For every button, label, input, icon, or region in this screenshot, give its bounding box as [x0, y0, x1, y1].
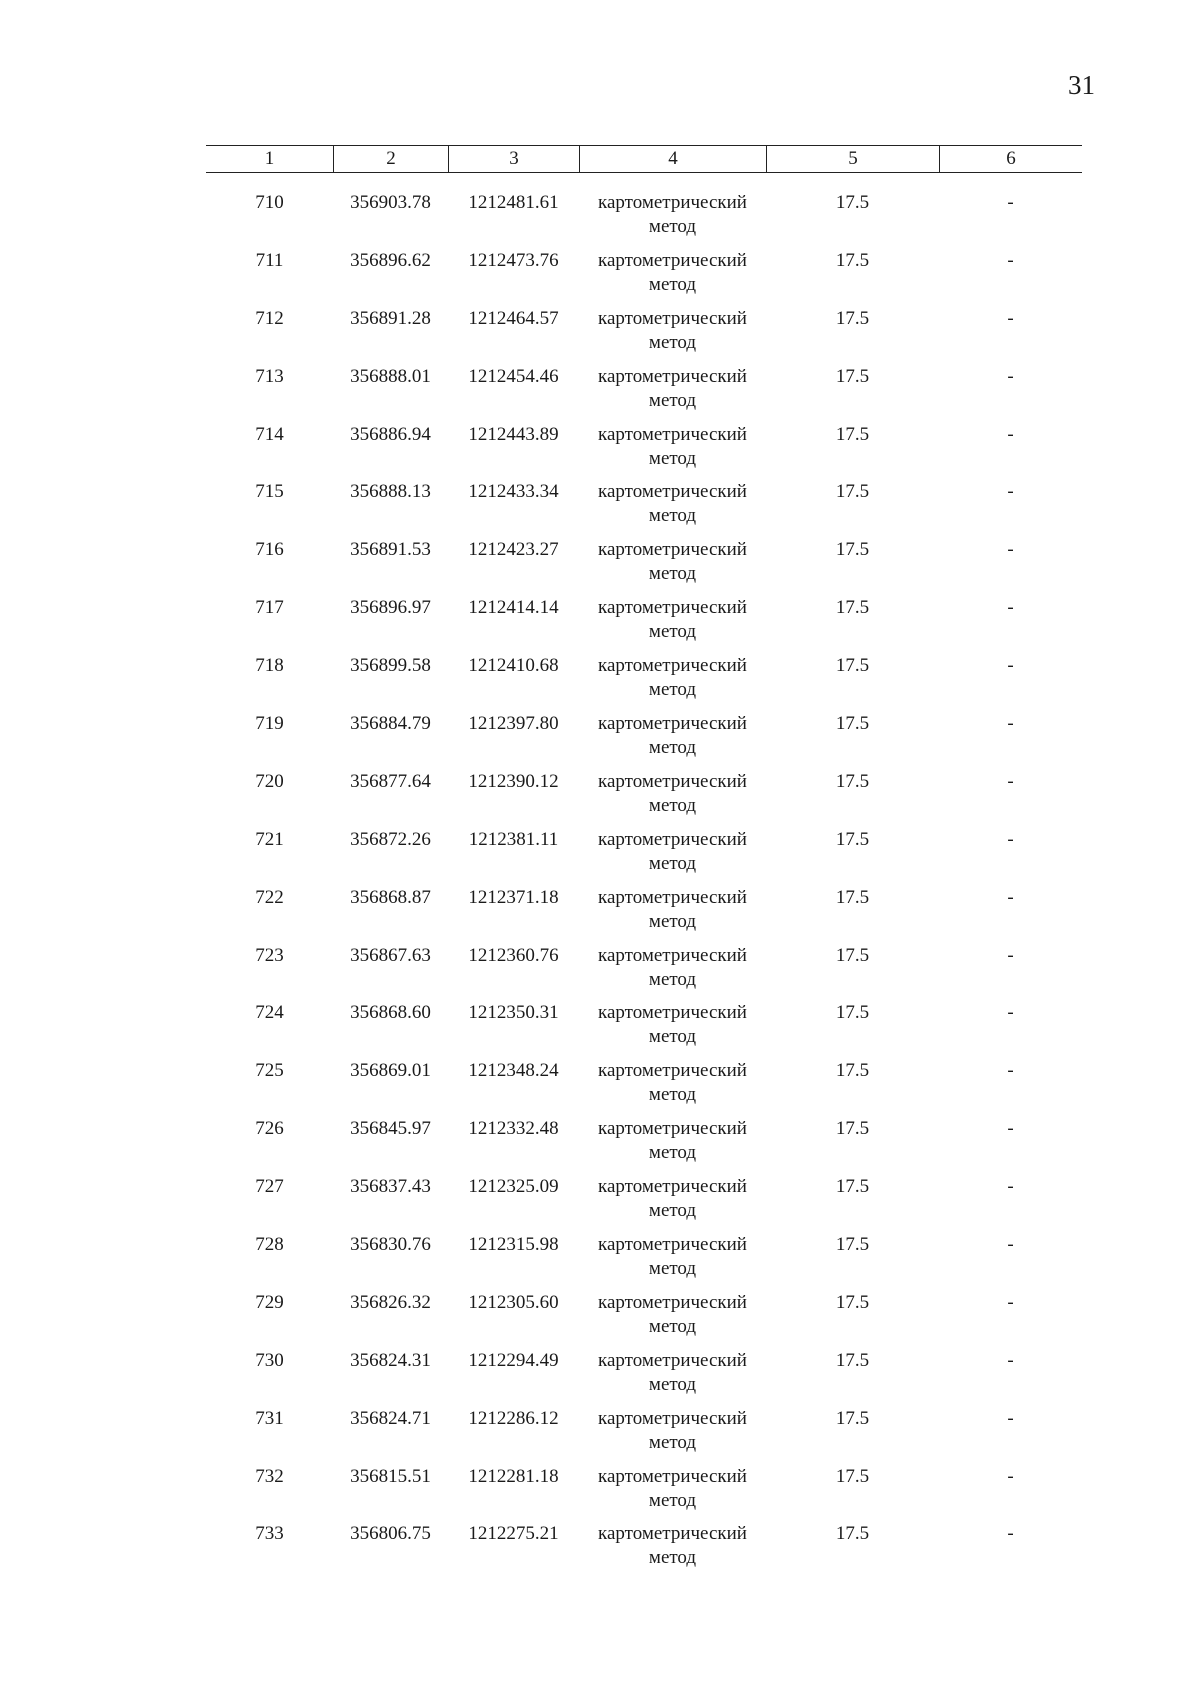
- point-number-cell: 732: [255, 1465, 284, 1487]
- method-cell: картометрический метод: [598, 944, 747, 990]
- table-row: [206, 1522, 1082, 1580]
- table-row: [206, 423, 1082, 481]
- accuracy-cell: 17.5: [835, 1291, 870, 1313]
- accuracy-cell: 17.5: [835, 713, 870, 735]
- table-row: [206, 365, 1082, 423]
- accuracy-cell: 17.5: [835, 655, 870, 677]
- description-cell: -: [1007, 655, 1014, 677]
- method-cell: картометрический метод: [598, 192, 747, 237]
- accuracy-cell: 17.5: [835, 1060, 870, 1082]
- point-number-cell: 730: [255, 1349, 284, 1371]
- point-number-cell: 731: [255, 1407, 284, 1429]
- y-coordinate-cell: 1212348.24: [468, 1060, 559, 1082]
- accuracy-cell: 17.5: [835, 828, 870, 850]
- description-cell: -: [1007, 1349, 1014, 1371]
- accuracy-cell: 17.5: [835, 1234, 870, 1256]
- y-coordinate-cell: 1212315.98: [468, 1234, 559, 1256]
- table-row: [206, 596, 1082, 654]
- y-coordinate-cell: 1212423.27: [468, 539, 559, 561]
- accuracy-cell: 17.5: [835, 1523, 870, 1545]
- table-row: [206, 828, 1082, 886]
- table-row: [206, 191, 1082, 249]
- table-row: [206, 1233, 1082, 1291]
- point-number-cell: 710: [255, 192, 284, 213]
- description-cell: -: [1007, 365, 1014, 387]
- accuracy-cell: 17.5: [835, 481, 870, 503]
- x-coordinate-cell: 356884.79: [350, 713, 431, 735]
- y-coordinate-cell: 1212473.76: [468, 249, 559, 271]
- point-number-cell: 718: [255, 655, 284, 677]
- method-cell: картометрический метод: [598, 1465, 747, 1511]
- x-coordinate-cell: 356869.01: [350, 1060, 431, 1082]
- x-coordinate-cell: 356891.53: [350, 539, 431, 561]
- table-body: [206, 173, 1082, 1580]
- x-coordinate-cell: 356896.97: [350, 597, 431, 619]
- x-coordinate-cell: 356903.78: [350, 192, 431, 213]
- method-cell: картометрический метод: [598, 365, 747, 411]
- x-coordinate-cell: 356830.76: [350, 1234, 431, 1256]
- method-cell: картометрический метод: [598, 713, 747, 759]
- point-number-cell: 728: [255, 1234, 284, 1256]
- accuracy-cell: 17.5: [835, 886, 870, 908]
- y-coordinate-cell: 1212371.18: [468, 886, 559, 908]
- accuracy-cell: 17.5: [835, 192, 870, 213]
- description-cell: -: [1007, 1002, 1014, 1024]
- y-coordinate-cell: 1212464.57: [468, 307, 559, 329]
- point-number-cell: 727: [255, 1176, 284, 1198]
- method-cell: картометрический метод: [598, 1523, 747, 1569]
- point-number-cell: 717: [255, 597, 284, 619]
- description-cell: -: [1007, 423, 1014, 445]
- point-number-cell: 713: [255, 365, 284, 387]
- x-coordinate-cell: 356867.63: [350, 944, 431, 966]
- accuracy-cell: 17.5: [835, 1465, 870, 1487]
- y-coordinate-cell: 1212332.48: [468, 1118, 559, 1140]
- column-header: 4: [579, 146, 766, 172]
- y-coordinate-cell: 1212281.18: [468, 1465, 559, 1487]
- table-row: [206, 1291, 1082, 1349]
- method-cell: картометрический метод: [598, 770, 747, 816]
- method-cell: картометрический метод: [598, 423, 747, 469]
- table-row: [206, 1349, 1082, 1407]
- table-row: [206, 712, 1082, 770]
- point-number-cell: 711: [255, 249, 284, 271]
- point-number-cell: 722: [255, 886, 284, 908]
- x-coordinate-cell: 356872.26: [350, 828, 431, 850]
- x-coordinate-cell: 356886.94: [350, 423, 431, 445]
- table-row: [206, 770, 1082, 828]
- description-cell: -: [1007, 192, 1014, 213]
- point-number-cell: 723: [255, 944, 284, 966]
- method-cell: картометрический метод: [598, 828, 747, 874]
- accuracy-cell: 17.5: [835, 944, 870, 966]
- accuracy-cell: 17.5: [835, 1118, 870, 1140]
- accuracy-cell: 17.5: [835, 1349, 870, 1371]
- y-coordinate-cell: 1212433.34: [468, 481, 559, 503]
- description-cell: -: [1007, 249, 1014, 271]
- y-coordinate-cell: 1212410.68: [468, 655, 559, 677]
- method-cell: картометрический метод: [598, 1407, 747, 1453]
- table-row: [206, 1059, 1082, 1117]
- description-cell: -: [1007, 539, 1014, 561]
- x-coordinate-cell: 356815.51: [350, 1465, 431, 1487]
- y-coordinate-cell: 1212286.12: [468, 1407, 559, 1429]
- point-number-cell: 716: [255, 539, 284, 561]
- point-number-cell: 725: [255, 1060, 284, 1082]
- y-coordinate-cell: 1212414.14: [468, 597, 559, 619]
- method-cell: картометрический метод: [598, 481, 747, 527]
- x-coordinate-cell: 356891.28: [350, 307, 431, 329]
- x-coordinate-cell: 356826.32: [350, 1291, 431, 1313]
- y-coordinate-cell: 1212381.11: [468, 828, 559, 850]
- point-number-cell: 733: [255, 1523, 284, 1545]
- description-cell: -: [1007, 1234, 1014, 1256]
- table-row: [206, 480, 1082, 538]
- table-row: [206, 1117, 1082, 1175]
- description-cell: -: [1007, 481, 1014, 503]
- y-coordinate-cell: 1212360.76: [468, 944, 559, 966]
- method-cell: картометрический метод: [598, 249, 747, 295]
- x-coordinate-cell: 356806.75: [350, 1523, 431, 1545]
- column-header: 2: [333, 146, 448, 172]
- method-cell: картометрический метод: [598, 1349, 747, 1395]
- description-cell: -: [1007, 828, 1014, 850]
- y-coordinate-cell: 1212454.46: [468, 365, 559, 387]
- y-coordinate-cell: 1212294.49: [468, 1349, 559, 1371]
- table-row: [206, 538, 1082, 596]
- x-coordinate-cell: 356888.13: [350, 481, 431, 503]
- description-cell: -: [1007, 307, 1014, 329]
- y-coordinate-cell: 1212350.31: [468, 1002, 559, 1024]
- point-number-cell: 726: [255, 1118, 284, 1140]
- point-number-cell: 729: [255, 1291, 284, 1313]
- x-coordinate-cell: 356868.87: [350, 886, 431, 908]
- y-coordinate-cell: 1212397.80: [468, 713, 559, 735]
- table-row: [206, 1465, 1082, 1523]
- accuracy-cell: 17.5: [835, 597, 870, 619]
- method-cell: картометрический метод: [598, 1176, 747, 1222]
- point-number-cell: 721: [255, 828, 284, 850]
- x-coordinate-cell: 356877.64: [350, 770, 431, 792]
- column-header: 1: [264, 148, 275, 169]
- table-row: [206, 249, 1082, 307]
- accuracy-cell: 17.5: [835, 365, 870, 387]
- y-coordinate-cell: 1212305.60: [468, 1291, 559, 1313]
- y-coordinate-cell: 1212325.09: [468, 1176, 559, 1198]
- table-row: [206, 307, 1082, 365]
- point-number-cell: 712: [255, 307, 284, 329]
- table-row: [206, 1001, 1082, 1059]
- description-cell: -: [1007, 713, 1014, 735]
- accuracy-cell: 17.5: [835, 1002, 870, 1024]
- x-coordinate-cell: 356868.60: [350, 1002, 431, 1024]
- table-row: [206, 1175, 1082, 1233]
- y-coordinate-cell: 1212275.21: [468, 1523, 559, 1545]
- x-coordinate-cell: 356837.43: [350, 1176, 431, 1198]
- point-number-cell: 715: [255, 481, 284, 503]
- table-row: [206, 1407, 1082, 1465]
- method-cell: картометрический метод: [598, 1002, 747, 1048]
- table-row: [206, 944, 1082, 1002]
- point-number-cell: 720: [255, 770, 284, 792]
- method-cell: картометрический метод: [598, 539, 747, 585]
- x-coordinate-cell: 356845.97: [350, 1118, 431, 1140]
- method-cell: картометрический метод: [598, 1234, 747, 1280]
- description-cell: -: [1007, 597, 1014, 619]
- method-cell: картометрический метод: [598, 655, 747, 701]
- description-cell: -: [1007, 1060, 1014, 1082]
- y-coordinate-cell: 1212481.61: [468, 192, 559, 213]
- x-coordinate-cell: 356899.58: [350, 655, 431, 677]
- coordinates-table: [206, 145, 1082, 1580]
- point-number-cell: 714: [255, 423, 284, 445]
- method-cell: картометрический метод: [598, 307, 747, 353]
- method-cell: картометрический метод: [598, 1291, 747, 1337]
- column-header: 3: [448, 146, 579, 172]
- description-cell: -: [1007, 886, 1014, 908]
- accuracy-cell: 17.5: [835, 249, 870, 271]
- x-coordinate-cell: 356888.01: [350, 365, 431, 387]
- description-cell: -: [1007, 1291, 1014, 1313]
- description-cell: -: [1007, 1523, 1014, 1545]
- accuracy-cell: 17.5: [835, 539, 870, 561]
- description-cell: -: [1007, 1407, 1014, 1429]
- accuracy-cell: 17.5: [835, 423, 870, 445]
- point-number-cell: 724: [255, 1002, 284, 1024]
- description-cell: -: [1007, 770, 1014, 792]
- point-number-cell: 719: [255, 713, 284, 735]
- description-cell: -: [1007, 1118, 1014, 1140]
- table-row: [206, 886, 1082, 944]
- x-coordinate-cell: 356896.62: [350, 249, 431, 271]
- x-coordinate-cell: 356824.31: [350, 1349, 431, 1371]
- method-cell: картометрический метод: [598, 597, 747, 643]
- x-coordinate-cell: 356824.71: [350, 1407, 431, 1429]
- accuracy-cell: 17.5: [835, 307, 870, 329]
- accuracy-cell: 17.5: [835, 1407, 870, 1429]
- method-cell: картометрический метод: [598, 1060, 747, 1106]
- table-header-row: [206, 145, 1082, 173]
- y-coordinate-cell: 1212390.12: [468, 770, 559, 792]
- column-header: 5: [766, 146, 939, 172]
- method-cell: картометрический метод: [598, 886, 747, 932]
- y-coordinate-cell: 1212443.89: [468, 423, 559, 445]
- accuracy-cell: 17.5: [835, 1176, 870, 1198]
- method-cell: картометрический метод: [598, 1118, 747, 1164]
- description-cell: -: [1007, 1465, 1014, 1487]
- accuracy-cell: 17.5: [835, 770, 870, 792]
- column-header: 6: [939, 146, 1082, 172]
- description-cell: -: [1007, 1176, 1014, 1198]
- table-row: [206, 654, 1082, 712]
- page-number: 31: [1068, 70, 1095, 100]
- description-cell: -: [1007, 944, 1014, 966]
